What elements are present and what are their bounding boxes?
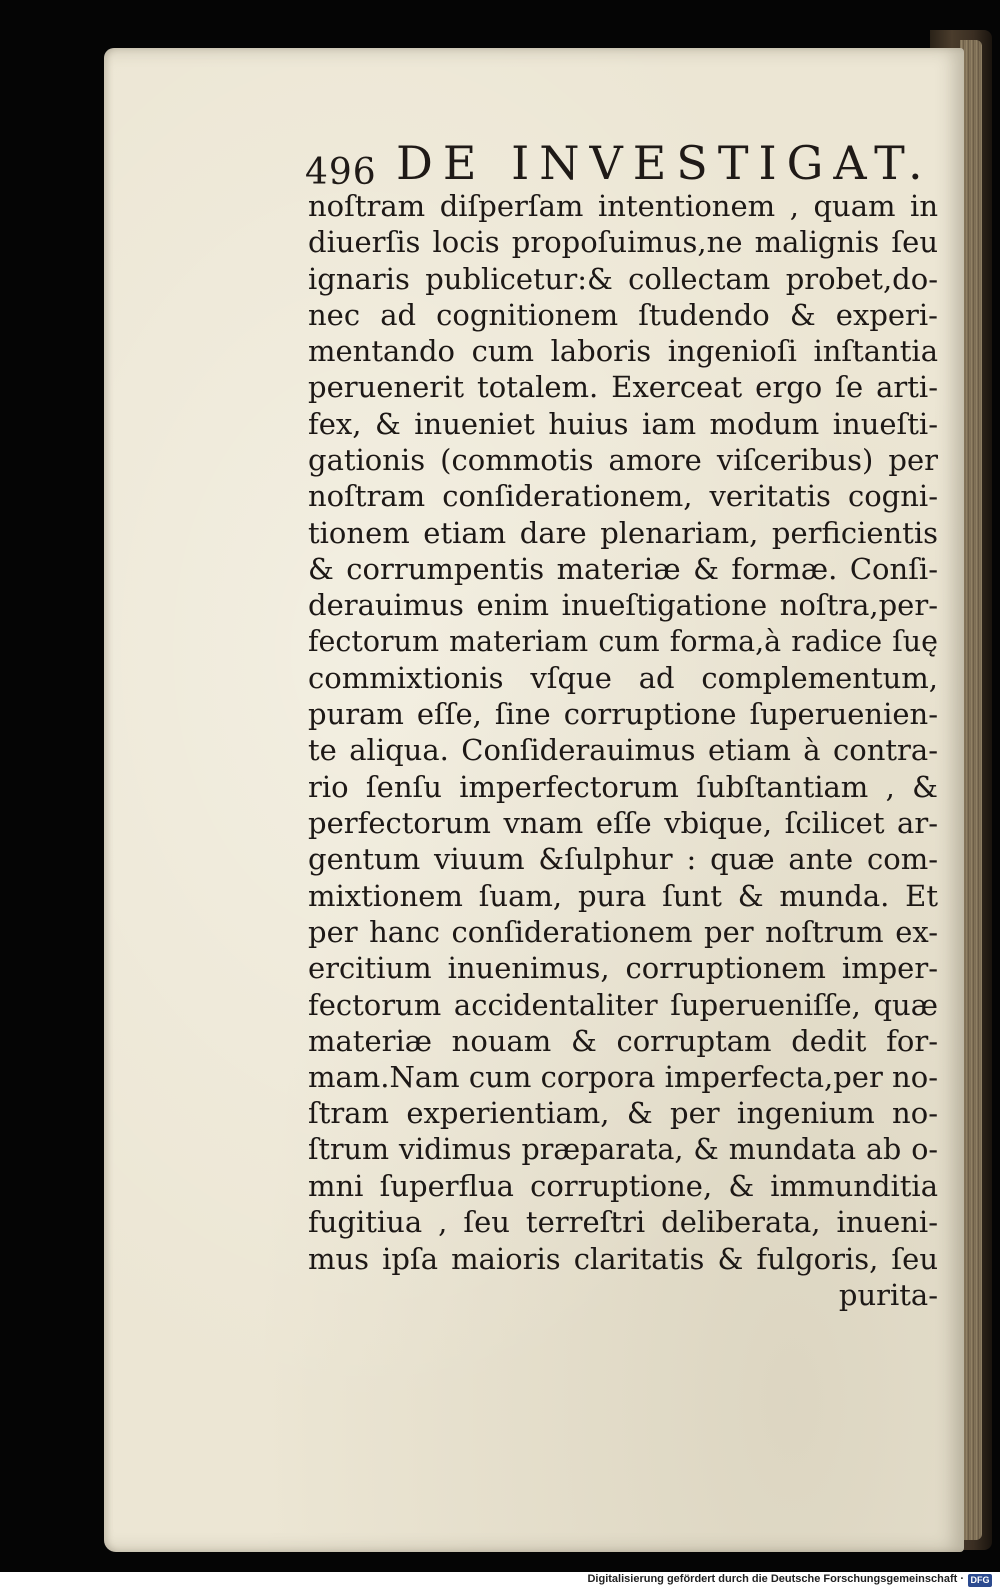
text-line: & corrumpentis materiæ & formæ. Conſi-: [308, 551, 938, 586]
running-head: DE INVESTIGAT.: [396, 136, 933, 190]
text-line: derauimus enim inueſtigatione noſtra,per-: [308, 588, 938, 623]
page-number: 496: [305, 152, 377, 193]
text-line: noſtram diſperſam intentionem , quam in: [308, 189, 938, 223]
text-line: tionem etiam dare plenariam, perficientis: [308, 515, 938, 550]
text-line: materiæ nouam & corruptam dedit for-: [308, 1023, 938, 1058]
text-line: fectorum materiam cum forma,à radice ſuę: [308, 624, 938, 658]
text-line: diuerſis locis propoſuimus,ne malignis ſeu: [308, 225, 938, 260]
text-line: rio ſenſu imperfectorum ſubſtantiam , &: [308, 769, 938, 804]
text-line: mixtionem ſuam, pura ſunt & munda. Et: [308, 878, 938, 913]
catchword: purita-: [838, 1277, 938, 1312]
text-line: te aliqua. Conſiderauimus etiam à contra-: [308, 733, 938, 768]
text-line: gationis (commotis amore viſceribus) per: [308, 443, 938, 478]
text-line: perfectorum vnam eſſe vbique, ſcilicet ar-: [308, 806, 938, 841]
text-line: per hanc conſiderationem per noſtrum ex-: [308, 914, 938, 949]
text-line: noſtram conſiderationem, veritatis cogni-: [308, 479, 938, 514]
text-line: peruenerit totalem. Exerceat ergo ſe arti-: [308, 370, 938, 405]
text-line: nec ad cognitionem ſtudendo & experi-: [308, 297, 938, 332]
text-line: ſtrum vidimus præparata, & mundata ab o-: [308, 1132, 938, 1166]
text-block: [308, 188, 938, 1313]
text-line: puram eſſe, ſine corruptione ſuperuenien-: [308, 697, 938, 732]
text-line: fectorum accidentaliter ſuperueniſſe, quæ: [308, 987, 938, 1022]
text-line: mam.Nam cum corpora imperfecta,per no-: [308, 1060, 938, 1095]
text-line: mentando cum laboris ingenioſi inſtantia: [308, 334, 938, 369]
text-line: fugitiua , ſeu terreſtri deliberata, inueni-: [308, 1205, 938, 1240]
text-line: ſtram experientiam, & per ingenium no-: [308, 1096, 938, 1131]
text-line: gentum viuum &ſulphur : quæ ante com-: [308, 842, 938, 877]
text-line: fex, & inueniet huius iam modum inueſti-: [308, 406, 938, 441]
text-line: commixtionis vſque ad complementum,: [308, 660, 938, 695]
text-line: mni ſuperflua corruptione, & immunditia: [308, 1169, 938, 1204]
text-line: mus ipſa maioris claritatis & fulgoris, ſeu: [308, 1241, 938, 1276]
funding-credit: Digitalisierung gefördert durch die Deutsche Forschungsgemeinschaft ·: [587, 1573, 964, 1585]
dfg-logo: DFG: [968, 1574, 992, 1587]
text-line: ignaris publicetur:& collectam probet,do-: [308, 261, 938, 296]
text-line: ercitium inuenimus, corruptionem imper-: [308, 951, 938, 986]
